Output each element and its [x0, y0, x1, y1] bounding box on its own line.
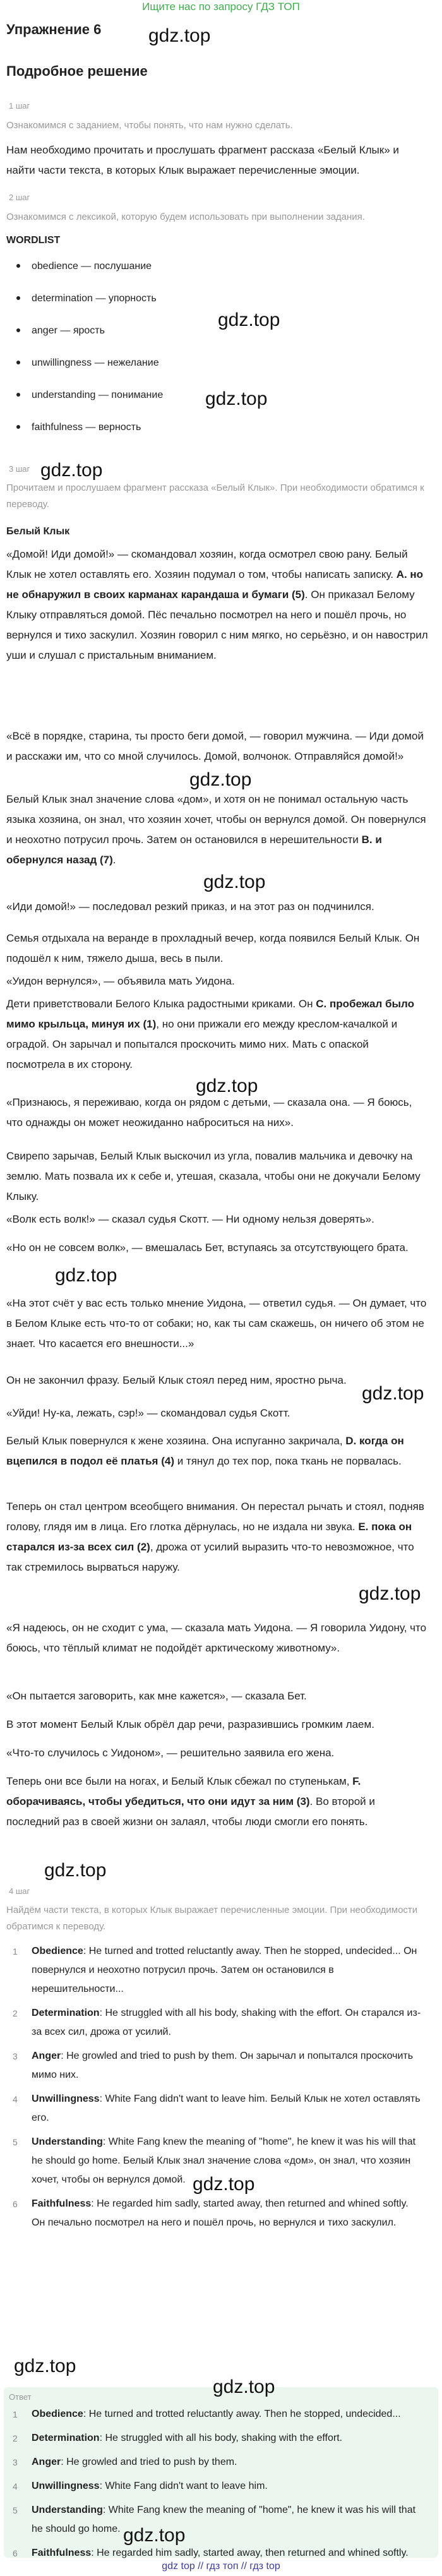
watermark: gdz.top — [203, 872, 266, 892]
story-paragraph: «Он пытается заговорить, как мне кажется», — сказала Бет. — [6, 1690, 307, 1702]
list-item: anger — ярость — [6, 315, 423, 347]
story-paragraph: «Волк есть волк!» — сказал судья Скотт. — Ни одному нельзя доверять». — [6, 1213, 374, 1225]
promo-link[interactable]: Ищите нас по запросу ГДЗ ТОП — [142, 1, 300, 13]
list-item: 2 Determination: He struggled with all his body, shaking with the effort. — [13, 2433, 343, 2443]
watermark: gdz.top — [189, 769, 252, 790]
list-item: faithfulness — верность — [6, 411, 423, 443]
list-item: obedience — послушание — [6, 250, 423, 282]
story-paragraph: «Признаюсь, я переживаю, когда он рядом с детьми, — сказала она. — Я боюсь, что однажды он может неожиданно наброситься на них». — [6, 1096, 412, 1129]
story-paragraph: «Уидон вернулся», — объявила мать Уидона. — [6, 975, 235, 987]
watermark: gdz.top — [148, 25, 211, 46]
list-item: 2 Determination: He struggled with all his body, shaking with the effort. Он старался из-за всех сил, дрожа от усилий. — [13, 2008, 421, 2037]
step-label: 4 шаг — [9, 1886, 30, 1896]
story-paragraph: Свирепо зарычав, Белый Клык выскочил из угла, повалив мальчика и девочку на землю. Мать позвала их к себе и, утешая, сказала, чтобы они не докучали Белому Клыку. — [6, 1150, 421, 1202]
story-paragraph: «Что-то случилось с Уидоном», — решительно заявила его жена. — [6, 1747, 335, 1759]
watermark: gdz.top — [14, 2356, 76, 2376]
watermark: gdz.top — [196, 1075, 258, 1096]
watermark: gdz.top — [193, 2174, 255, 2195]
list-item: 1 Obedience: He turned and trotted reluctantly away. Then he stopped, undecided... — [13, 2409, 401, 2419]
story-paragraph: Белый Клык повернулся к жене хозяина. Она испуганно закричала, D. когда он вцепился в подол её платья (4) и тянул до тех пор, пока ткань не порвалась. — [6, 1435, 404, 1467]
story-paragraph: Он не закончил фразу. Белый Клык стоял перед ним, яростно рыча. — [6, 1374, 347, 1386]
story-paragraph: Семья отдыхала на веранде в прохладный вечер, когда появился Белый Клык. Он подошёл к ним, тяжело дыша, весь в пыли. — [6, 932, 420, 964]
watermark: gdz.top — [123, 2525, 186, 2546]
step-label: 1 шаг — [9, 101, 30, 111]
story-paragraph: «Уйди! Ну-ка, лежать, сэр!» — скомандовал судья Скотт. — [6, 1407, 290, 1419]
list-item: understanding — понимание — [6, 379, 423, 411]
story-paragraph: В этот момент Белый Клык обрёл дар речи, разразившись громким лаем. — [6, 1718, 374, 1730]
list-item: 5 Understanding: White Fang knew the meaning of "home", he knew it was his will that he should go home. — [13, 2505, 416, 2534]
step-label: 2 шаг — [9, 193, 30, 202]
list-item: 5 Understanding: White Fang knew the meaning of "home", he knew it was his will that he should go home. Белый Клык знал значение слова «дом», он знал, что хозяин хочет, чтобы он вернулся домой. — [13, 2136, 416, 2185]
answer-label: Ответ — [9, 2392, 32, 2402]
story-paragraph: Теперь они все были на ногах, и Белый Клык сбежал по ступенькам, F. оборачиваясь, чтобы убедиться, что они идут за ним (3). Во второй и последний раз в своей жизни он залаял, чтобы люди смогли его понять. — [6, 1775, 375, 1828]
watermark: gdz.top — [362, 1383, 424, 1404]
step-text: Нам необходимо прочитать и прослушать фрагмент рассказа «Белый Клык» и найти части текста, в которых Клык выражает перечисленные эмоции. — [6, 144, 399, 176]
watermark: gdz.top — [44, 1860, 107, 1881]
answer-list — [6, 2405, 423, 2568]
watermark: gdz.top — [213, 2376, 275, 2397]
watermark: gdz.top — [40, 460, 103, 481]
story-paragraph: «Но он не совсем волк», — вмешалась Бет, вступаясь за отсутствующего брата. — [6, 1242, 409, 1254]
list-item: 1 Obedience: He turned and trotted reluctantly away. Then he stopped, undecided... Он повернулся и неохотно потрусил прочь. Затем он остановился в нерешительности... — [13, 1946, 417, 1994]
story-paragraph: Теперь он стал центром всеобщего внимания. Он перестал рычать и стоял, подняв голову, глядя им в лица. Его глотка дёрнулась, но не издала ни звука. Е. пока он старался из-за всех сил (2), дрожа от усилий выразить что-то невозможное, что так стремилось вырваться наружу. — [6, 1501, 424, 1573]
footer-links[interactable]: gdz top // гдз топ // гдз top — [162, 2561, 280, 2572]
list-item: 6 Faithfulness: He regarded him sadly, started away, then returned and whined softly. — [13, 2548, 409, 2558]
story-title: Белый Клык — [6, 526, 70, 537]
wordlist-title: WORDLIST — [6, 235, 61, 246]
story-paragraph: «На этот счёт у вас есть только мнение Уидона, — ответил судья. — Он думает, что в Белом Клыке есть что-то от собаки; но, как ты сам скажешь, он ничего об этом не знает. Что касается его внешности...» — [6, 1297, 427, 1350]
list-item: 3 Anger: He growled and tried to push by them. Он зарычал и попытался проскочить мимо них. — [13, 2051, 414, 2080]
watermark: gdz.top — [55, 1265, 117, 1286]
list-item: determination — упорность — [6, 282, 423, 315]
section-title: Подробное решение — [6, 63, 148, 79]
list-item: 6 Faithfulness: He regarded him sadly, started away, then returned and whined softly. Он печально посмотрел на него и пошёл прочь, но вернулся и тихо заскулил. — [13, 2198, 409, 2228]
story-paragraph: Дети приветствовали Белого Клыка радостными криками. Он С. пробежал было мимо крыльца, минуя их (1), но они прижали его между креслом-качалкой и оградой. Он зарычал и попытался проскочить мимо них. Мать с опаской посмотрела в их сторону. — [6, 998, 414, 1070]
step-label: 3 шаг — [9, 464, 30, 474]
step-description: Ознакомимся с заданием, чтобы понять, что нам нужно сделать. — [6, 120, 293, 131]
watermark: gdz.top — [218, 309, 280, 330]
story-paragraph: «Домой! Иди домой!» — скомандовал хозяин, когда осмотрел свою рану. Белый Клык не хотел оставлять его. Хозяин подумал о том, чтобы написать записку. А. но не обнаружил в своих карманах карандаша и бумаги (5). Он приказал Белому Клыку отправляться домой. Пёс печально посмотрел на него и пошёл прочь, но вернулся и тихо заскулил. Хозяин говорил с ним мягко, но серьёзно, и он навострил уши и слушал с пристальным вниманием. — [6, 548, 428, 661]
story-paragraph: «Всё в порядке, старина, ты просто беги домой, — говорил мужчина. — Иди домой и расскажи им, что со мной случилось. Домой, волчонок. Отправляйся домой!» — [6, 730, 424, 762]
list-item: 3 Anger: He growled and tried to push by them. — [13, 2457, 237, 2467]
watermark: gdz.top — [205, 388, 268, 409]
list-item: unwillingness — нежелание — [6, 347, 423, 379]
story-paragraph: «Иди домой!» — последовал резкий приказ, и на этот раз он подчинился. — [6, 901, 374, 913]
step-description: Найдём части текста, в которых Клык выражает перечисленные эмоции. При необходимости обратимся к переводу. — [6, 1905, 418, 1932]
wordlist — [6, 250, 423, 443]
step-description: Ознакомимся с лексикой, которую будем использовать при выполнении задания. — [6, 212, 365, 222]
list-item: 4 Unwillingness: White Fang didn't want to leave him. Белый Клык не хотел оставлять его. — [13, 2094, 421, 2123]
story-paragraph: Белый Клык знал значение слова «дом», и хотя он не понимал остальную часть языка хозяина, он знал, что хозяин хочет, чтобы он вернулся домой. Он повернулся и неохотно потрусил прочь. Затем он остановился в нерешительности В. и обернулся назад (7). — [6, 793, 426, 866]
page-title: Упражнение 6 — [6, 21, 102, 37]
step-description: Прочитаем и прослушаем фрагмент рассказа «Белый Клык». При необходимости обратимся к переводу. — [6, 482, 424, 510]
watermark: gdz.top — [359, 1583, 421, 1604]
list-item: 4 Unwillingness: White Fang didn't want to leave him. — [13, 2481, 268, 2491]
story-paragraph: «Я надеюсь, он не сходит с ума, — сказала мать Уидона. — Я говорила Уидону, что боюсь, что тёплый климат не подойдёт арктическому животному». — [6, 1622, 427, 1654]
